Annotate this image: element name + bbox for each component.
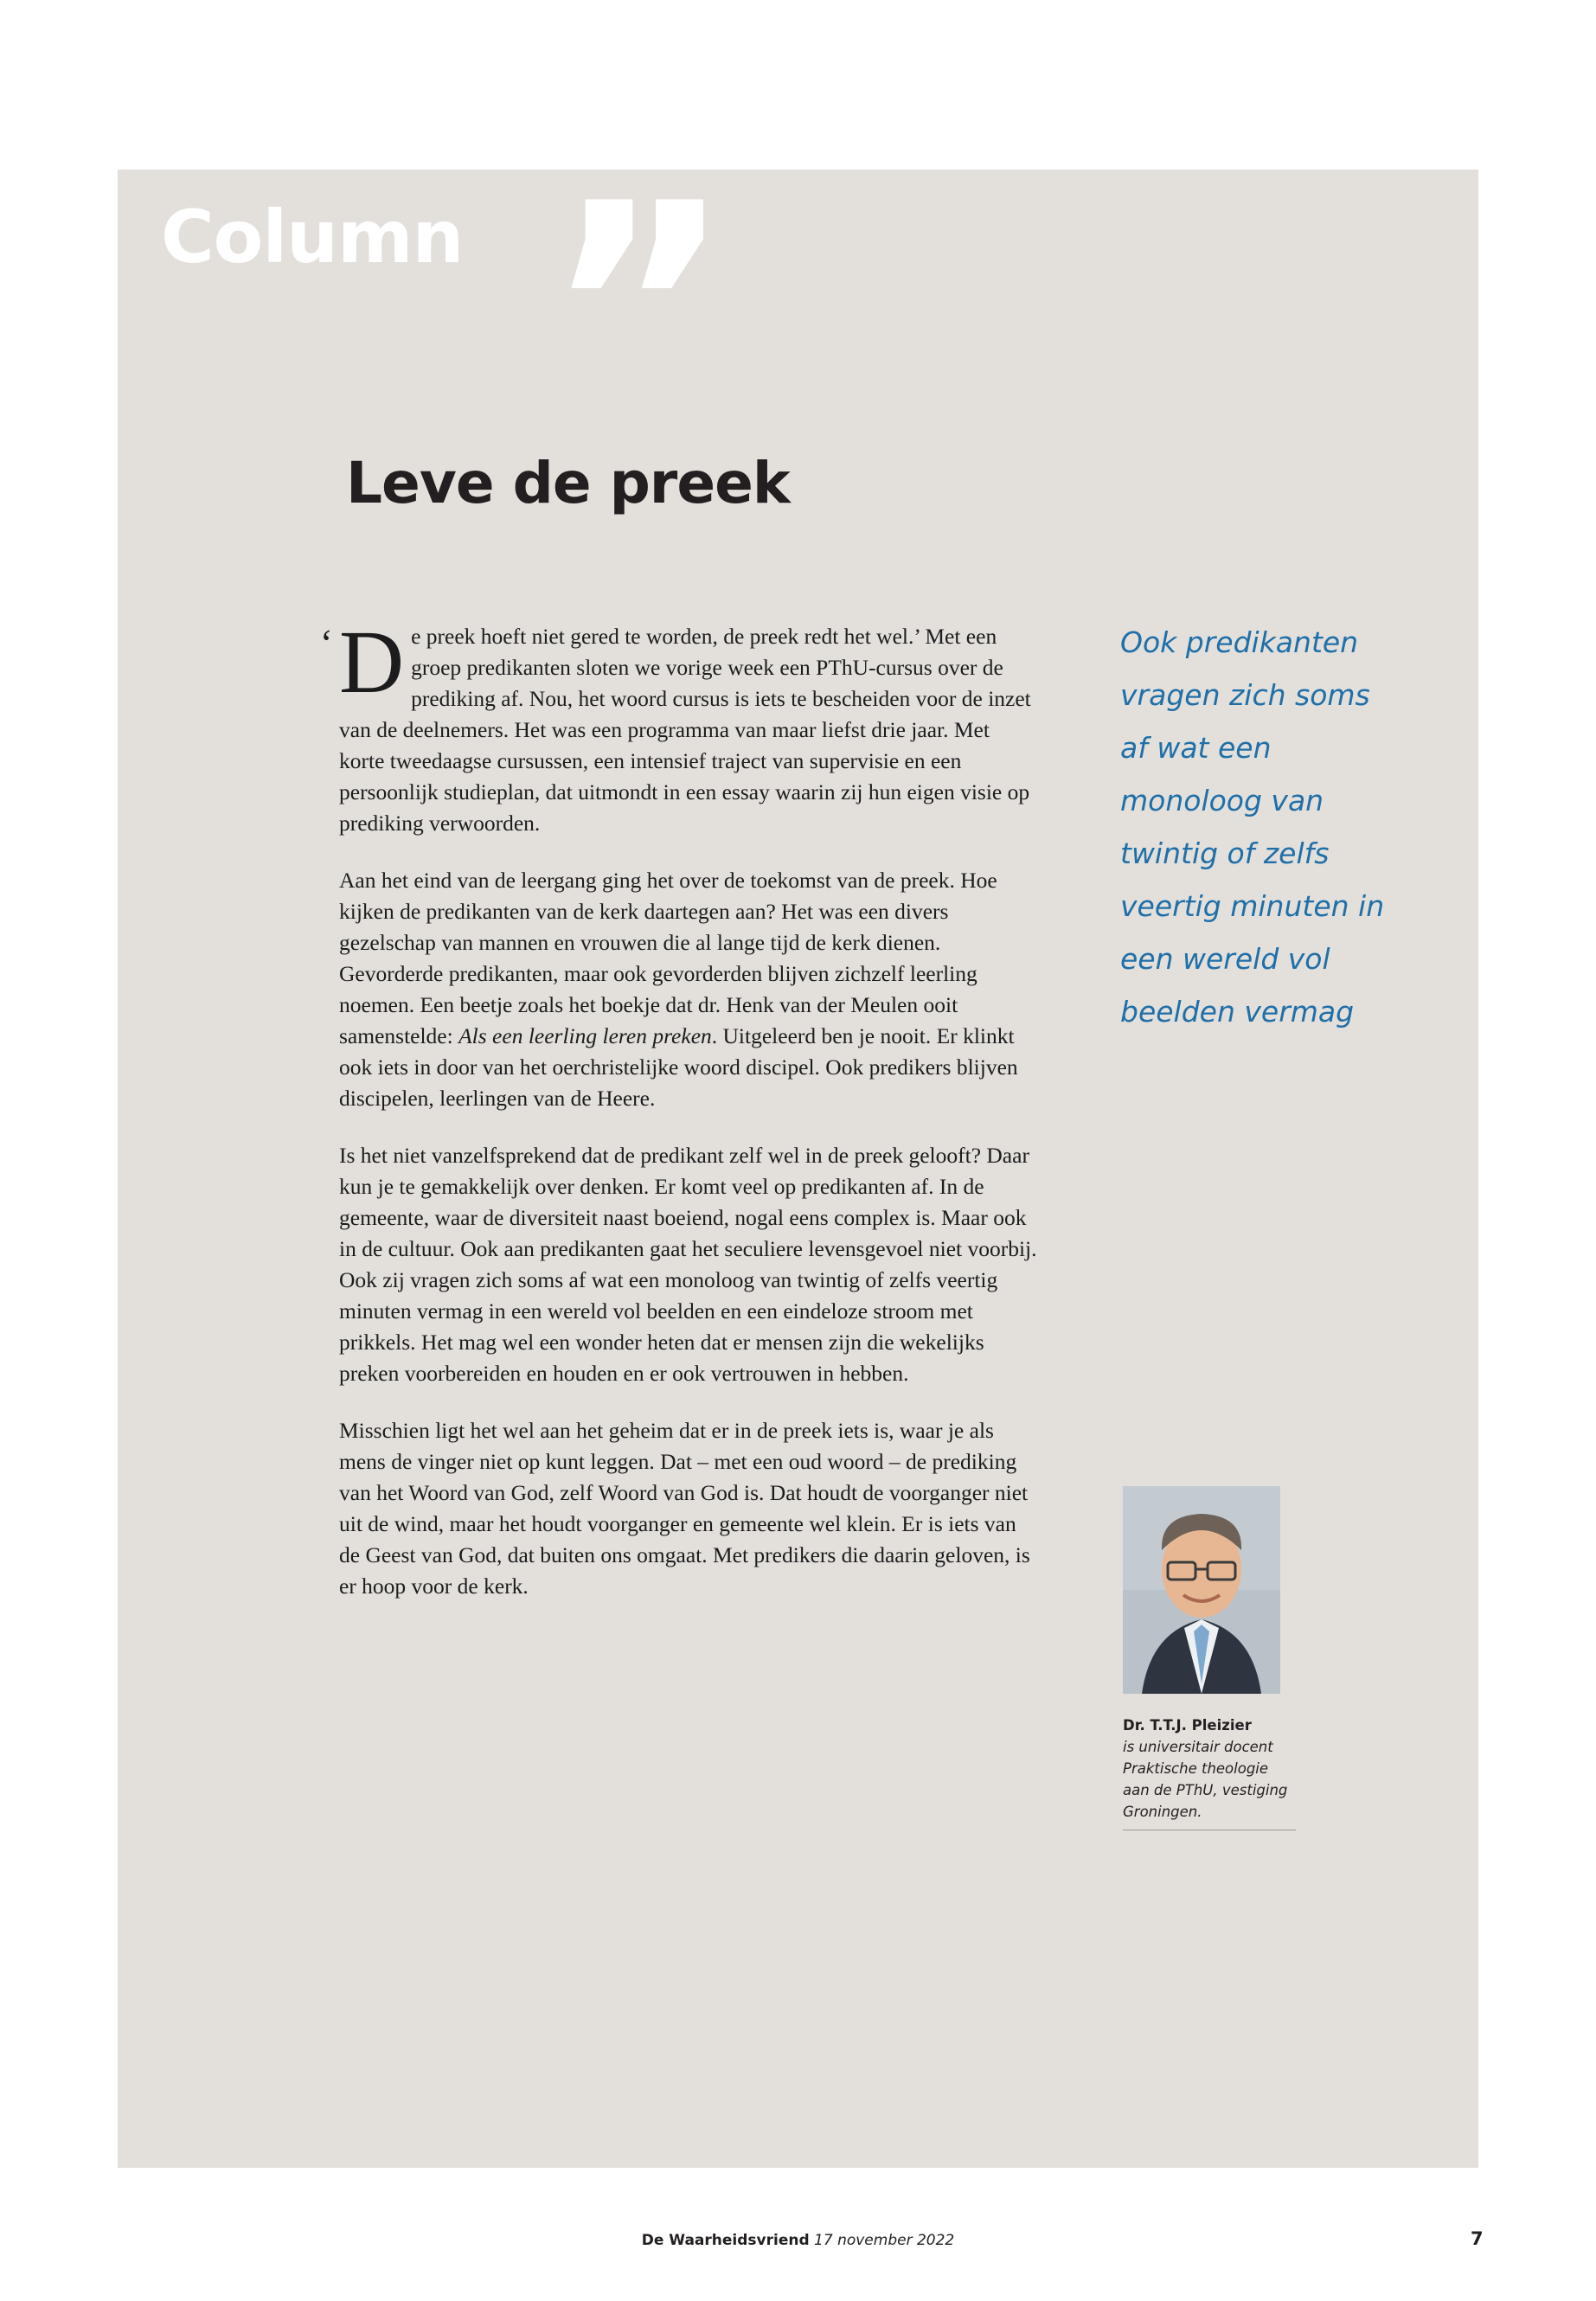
pull-quote: Ook predikanten vragen zich soms af wat een monoloog van twintig of zelfs veertig minuten in een wereld vol beelden vermag [1120,625,1385,1029]
author-photo [1123,1486,1280,1694]
paragraph-2-run-1: Aan het eind van de leergang ging het over de toekomst van de preek. Hoe kijken de predikanten van de kerk daartegen aan? Het was een divers gezelschap van mannen en vrouwen die al lange tijd de kerk dienen. Gevorderde predikanten, maar ook gevorderden blijven zichzelf leerling noemen. Een beetje zoals het boekje dat dr. Henk van der Meulen ooit samenstelde: [339,868,997,1048]
paragraph-3-text: Is het niet vanzelfsprekend dat de predikant zelf wel in de preek gelooft? Daar kun je te gemakkelijk over denken. Er komt veel op predikanten af. In de gemeente, waar de diversiteit naast boeiend, nogal eens complex is. Maar ook in de cultuur. Ook aan predikanten gaat het seculiere levensgevoel niet voorbij. Ook zij vragen zich soms af wat een monoloog van twintig of zelfs veertig minuten vermag in een wereld vol beelden en een eindeloze stroom met prikkels. Het mag wel een wonder heten dat er mensen zijn die wekelijks preken voorbereiden en houden en er ook vertrouwen in hebben. [339,1143,1037,1386]
paragraph-3 [339,1140,1040,1389]
drop-cap: D [339,612,405,712]
paragraph-2-run-3: . Uitgeleerd ben je nooit. Er klinkt ook iets in door van het oerchristelijke woord discipel. Ook predikers blijven discipelen, leerlingen van de Heere. [339,1023,1018,1111]
paragraph-4-text: Misschien ligt het wel aan het geheim dat er in de preek iets is, waar je als mens de vinger niet op kunt leggen. Dat – met een oud woord – de prediking van het Woord van God, zelf Woord van God is. Dat houdt de voorganger niet uit de wind, maar het houdt voorganger en gemeente wel klein. Er is iets van de Geest van God, dat buiten ons omgaat. Met predikers die daarin geloven, is er hoop voor de kerk. [339,1418,1030,1599]
page-number: 7 [1471,2228,1484,2249]
author-caption [1123,1715,1296,1823]
paragraph-2-book-title: Als een leerling leren preken [458,1023,712,1048]
author-role: is universitair docent Praktische theologie aan de PThU, vestiging Groningen. [1123,1739,1288,1820]
paragraph-1-text: e preek hoeft niet gered te worden, de preek redt het wel.’ Met een groep predikanten sloten we vorige week een PThU-cursus over de prediking af. Nou, het woord cursus is iets te bescheiden voor de inzet van de deelnemers. Het was een programma van maar liefst drie jaar. Met korte tweedaagse cursussen, een intensief traject van supervisie en een persoonlijk studieplan, dat uitmondt in een essay waarin zij hun eigen visie op prediking verwoorden. [339,624,1031,836]
paragraph-1 [320,612,1040,839]
footer-publication: De Waarheidsvriend [641,2232,810,2249]
author-portrait-image [1123,1486,1280,1694]
paragraph-4 [339,1415,1040,1602]
decorative-quote-mark [545,143,856,475]
footer-date: 17 november 2022 [814,2232,955,2249]
page-title: Leve de preek [346,450,790,516]
opening-quote-mark: ‘ [320,622,333,664]
column-kicker: Column [161,195,464,279]
article-body [320,612,1040,1602]
quote-glyph-left: ” [545,143,733,475]
author-name: Dr. T.T.J. Pleizier [1123,1717,1252,1734]
page-footer [0,2232,1596,2249]
paragraph-2 [339,865,1040,1114]
